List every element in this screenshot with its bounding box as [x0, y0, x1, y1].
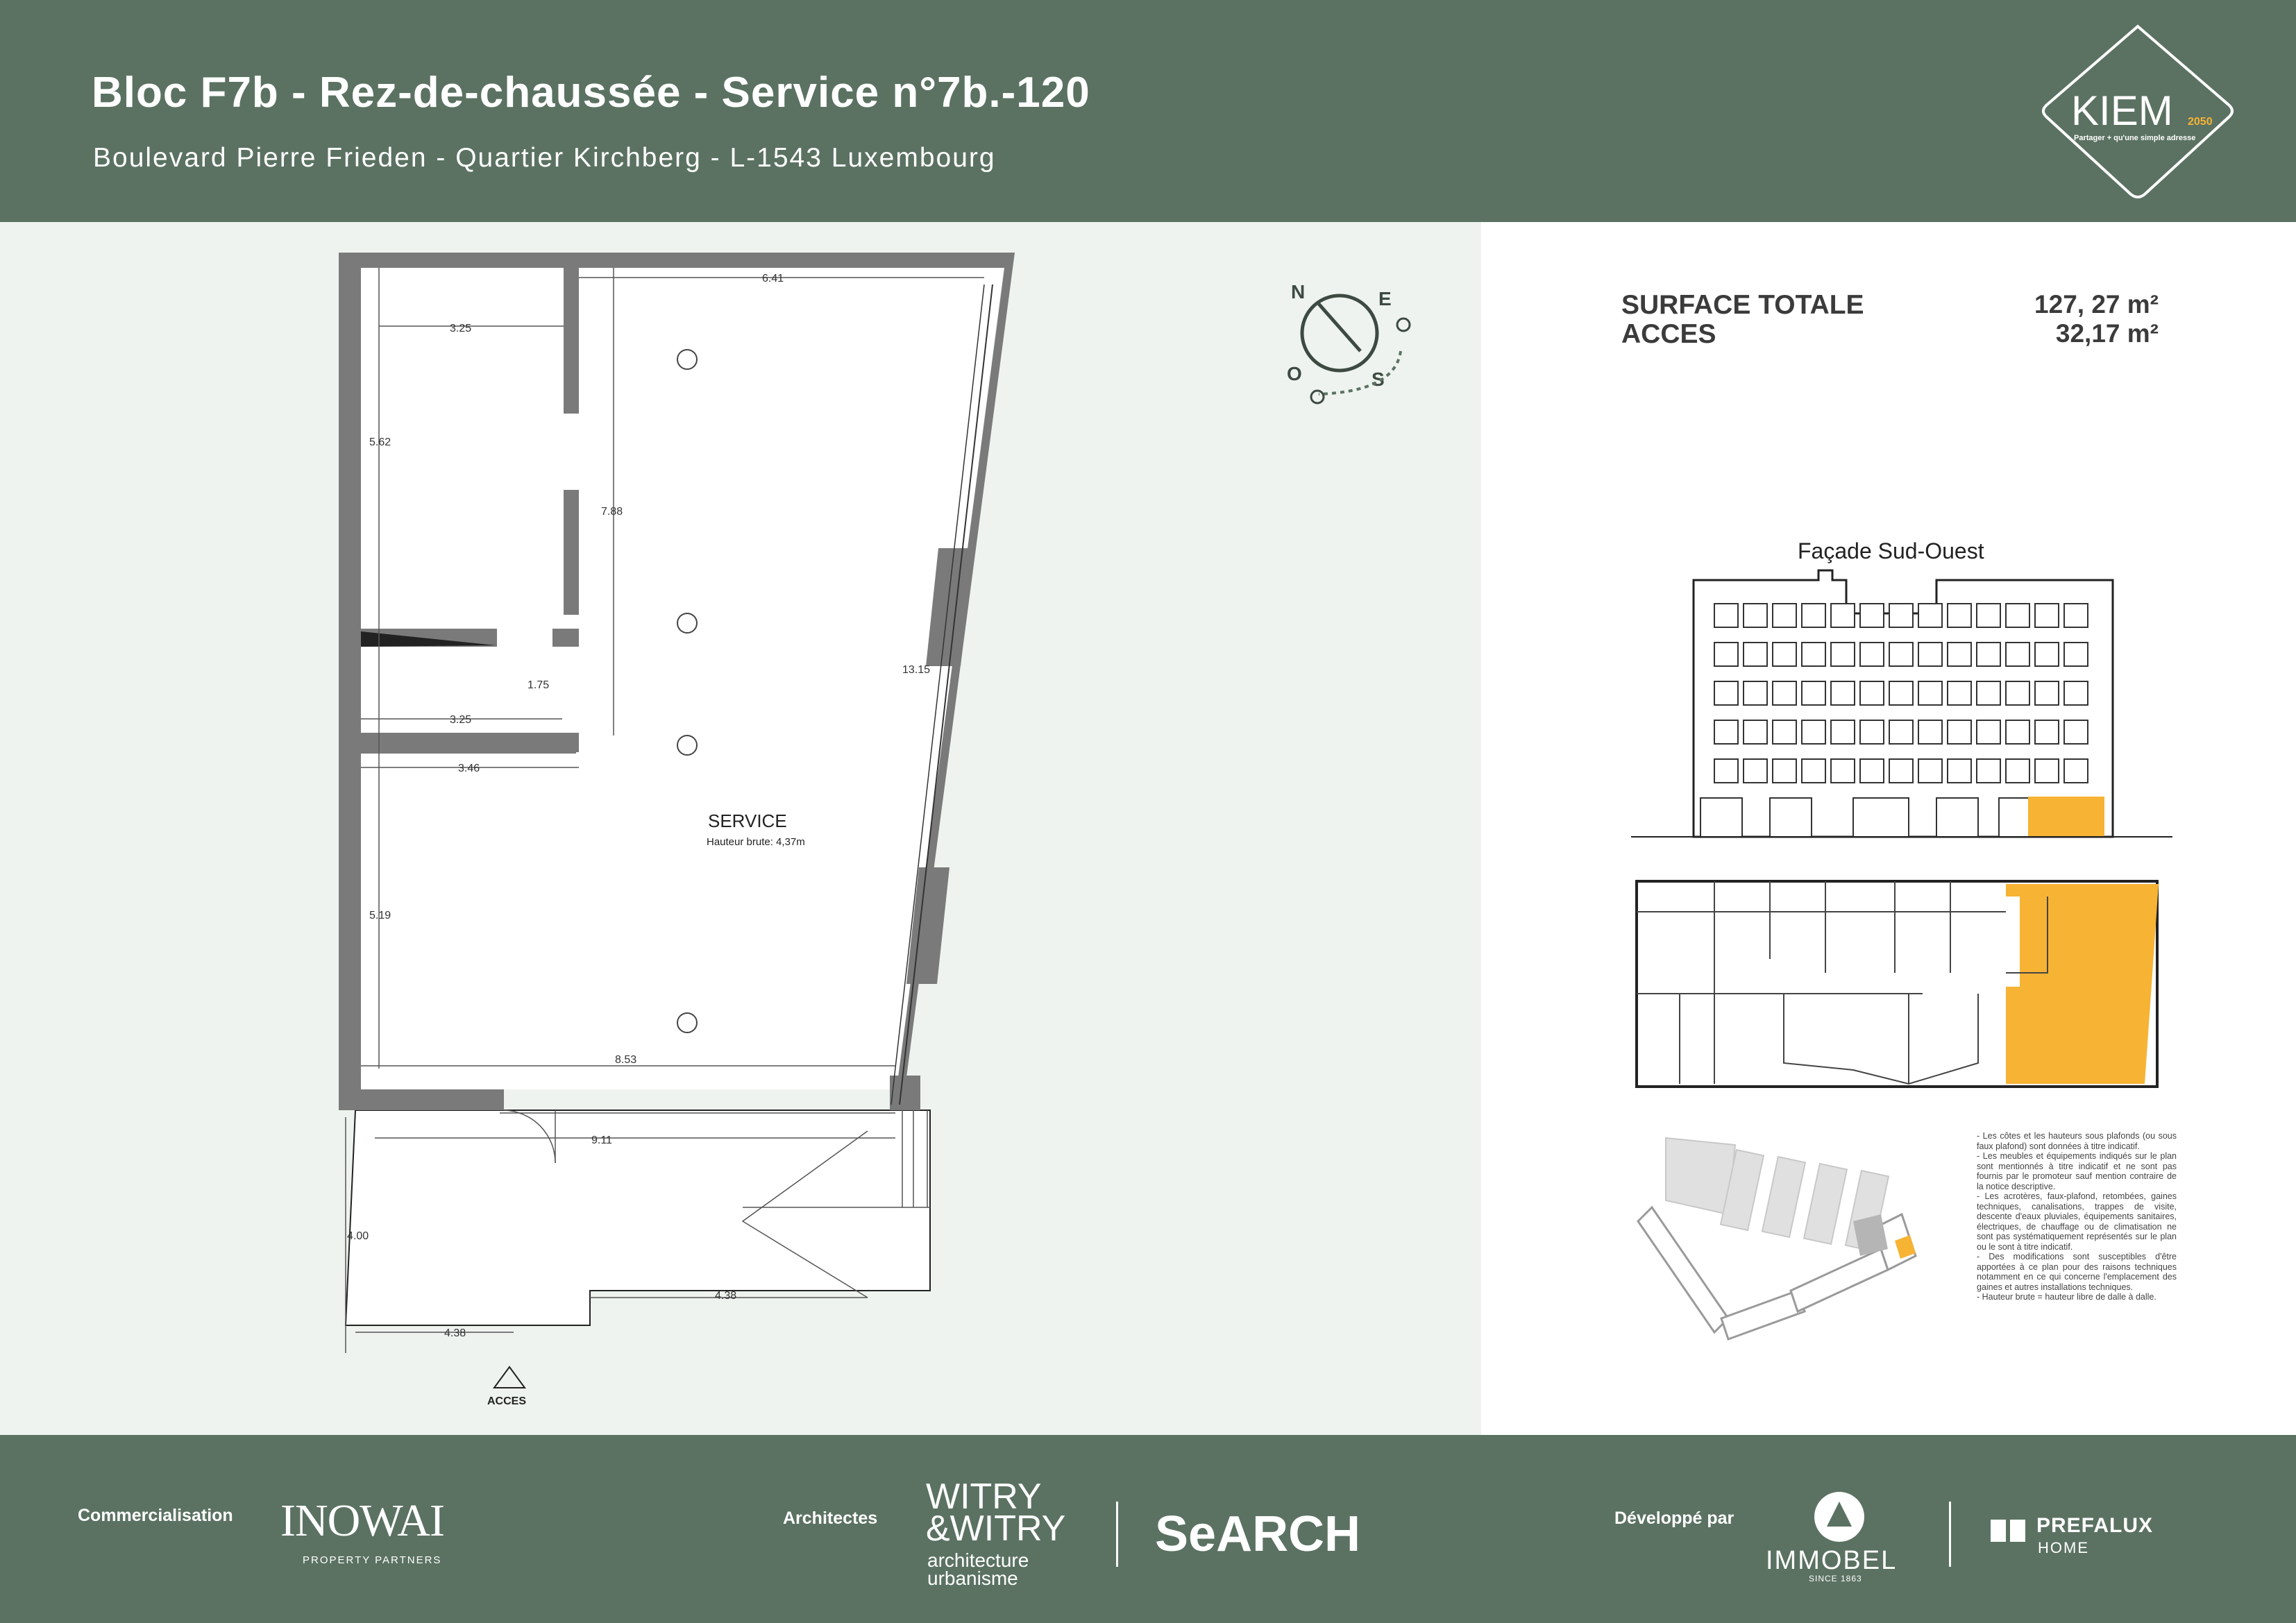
sun-icon: [1311, 391, 1324, 403]
dim-label: 3.25: [450, 323, 472, 334]
dim-label: 5.19: [369, 910, 391, 921]
surface-access-value: 32,17 m²: [2055, 319, 2159, 348]
room-height: Hauteur brute: 4,37m: [707, 836, 805, 848]
compass-icon: [1277, 275, 1430, 414]
compass-o: O: [1287, 363, 1302, 384]
witry-line: WITRY: [926, 1477, 1042, 1517]
search-logo: SeARCH: [1155, 1506, 1361, 1562]
prefalux-emblem-icon: [1991, 1517, 2027, 1545]
witry-sub: [927, 1549, 1029, 1589]
note-item: - Les meubles et équipements indiqués sur le plan sont mentionnés à titre indicatif et ne sont pas fournis par le promoteur sauf mention contraire de la notice descriptive.: [1977, 1151, 2177, 1191]
footer-divider: [1116, 1502, 1118, 1567]
room-name: SERVICE: [708, 810, 787, 831]
surface-total-label: SURFACE TOTALE: [1621, 290, 1864, 320]
compass-n: N: [1291, 281, 1306, 303]
dim-label: 4.38: [444, 1327, 466, 1339]
footer-divider: [1949, 1502, 1951, 1567]
immobel-since: SINCE 1863: [1809, 1574, 1862, 1583]
inowai-logo: INOWAI: [280, 1495, 444, 1546]
compass-s: S: [1371, 368, 1385, 390]
prefalux-logo: PREFALUX: [2036, 1514, 2154, 1537]
note-item: - Les côtes et les hauteurs sous plafonds (ou sous faux plafond) sont données à titre indicatif.: [1977, 1131, 2177, 1151]
dim-label: 4.00: [347, 1230, 369, 1242]
developpe-label: Développé par: [1614, 1509, 1734, 1528]
inowai-subtitle: PROPERTY PARTNERS: [303, 1554, 442, 1566]
page-title: Bloc F7b - Rez-de-chaussée - Service n°7b.-120: [92, 69, 1090, 117]
kiem-logo-year: 2050: [2188, 116, 2213, 128]
address-subtitle: Boulevard Pierre Frieden - Quartier Kirchberg - L-1543 Luxembourg: [93, 143, 996, 173]
kiem-logo: [2041, 22, 2235, 200]
facade-elevation: [1631, 569, 2186, 847]
dim-label: 6.41: [762, 273, 784, 284]
facade-title: Façade Sud-Ouest: [1798, 538, 1984, 563]
dim-label: 1.75: [527, 679, 550, 691]
dim-label: 3.46: [458, 763, 480, 774]
sun-icon: [1397, 318, 1410, 331]
commercialisation-label: Commercialisation: [78, 1506, 233, 1525]
immobel-emblem-icon: [1812, 1489, 1867, 1545]
dim-label: 8.53: [615, 1054, 637, 1066]
compass-e: E: [1378, 288, 1392, 309]
note-item: - Hauteur brute = hauteur libre de dalle à dalle.: [1977, 1292, 2156, 1302]
kiem-logo-text: KIEM: [2071, 87, 2173, 134]
dim-label: 4.38: [715, 1290, 737, 1302]
dim-label: 9.11: [591, 1135, 612, 1146]
keyplan-floor: [1631, 876, 2172, 1098]
surface-total-value: 127, 27 m²: [2034, 290, 2159, 318]
witry-line: &WITRY: [926, 1509, 1066, 1549]
dim-label: 13.15: [902, 664, 931, 676]
access-label: ACCES: [487, 1395, 527, 1407]
immobel-logo: IMMOBEL: [1766, 1546, 1898, 1575]
witry-line: urbanisme: [927, 1567, 1018, 1589]
dim-label: 3.25: [450, 714, 472, 726]
kiem-logo-tagline: Partager + qu'une simple adresse: [2074, 134, 2196, 142]
site-keyplan: [1624, 1124, 1930, 1360]
dim-label: 7.88: [601, 506, 623, 518]
floor-plan: [0, 222, 1481, 1435]
architectes-label: Architectes: [783, 1509, 878, 1528]
note-item: - Des modifications sont susceptibles d'être apportées à ce plan pour des raisons techniques notamment en ce qui concerne l'emplacement des gaines et autres installations techniques.: [1977, 1252, 2177, 1292]
access-arrow-icon: [494, 1367, 525, 1388]
witry-line: architecture: [927, 1549, 1029, 1571]
prefalux-subtitle: HOME: [2038, 1539, 2089, 1556]
witry-logo: [926, 1477, 1066, 1549]
dim-label: 5.62: [369, 436, 391, 448]
surface-access-label: ACCES: [1621, 319, 1716, 349]
disclaimer-notes: [1977, 1131, 2177, 1302]
note-item: - Les acrotères, faux-plafond, retombées, gaines techniques, canalisations, trappes de visite, descente d'eaux pluviales, équipements sanitaires, électriques, de chauffage ou de climatisation ne sont pas systématiquement représentés sur le plan ou le sont à titre indicatif.: [1977, 1191, 2177, 1252]
